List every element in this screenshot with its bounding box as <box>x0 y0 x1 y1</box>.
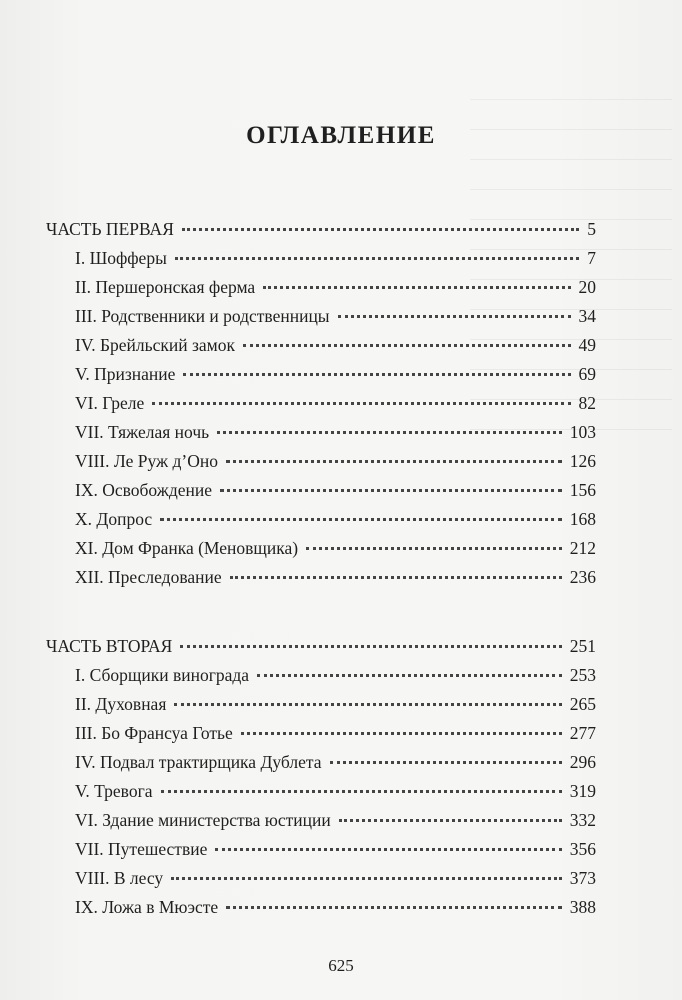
dot-leader <box>160 517 562 521</box>
toc-chapter-entry[interactable] <box>46 389 596 418</box>
dot-leader <box>243 343 571 347</box>
chapter-label: II. Першеронская ферма <box>75 277 256 297</box>
toc-chapter-entry[interactable] <box>46 418 596 447</box>
dot-leader <box>182 227 579 231</box>
page-number: 7 <box>587 248 596 268</box>
dot-leader <box>306 546 562 550</box>
toc-part-heading[interactable] <box>46 632 596 661</box>
dot-leader <box>161 789 562 793</box>
chapter-label: XI. Дом Франка (Меновщика) <box>75 538 299 558</box>
page-number: 236 <box>569 567 596 587</box>
toc-chapter-entry[interactable] <box>46 777 596 806</box>
toc-chapter-entry[interactable] <box>46 476 596 505</box>
page-number: 103 <box>569 422 596 442</box>
toc-chapter-entry[interactable] <box>46 302 596 331</box>
page-number: 82 <box>578 393 596 413</box>
part-label: ЧАСТЬ ПЕРВАЯ <box>46 219 174 239</box>
toc-chapter-entry[interactable] <box>46 447 596 476</box>
chapter-label: X. Допрос <box>75 509 153 529</box>
dot-leader <box>183 372 570 376</box>
dot-leader <box>220 488 562 492</box>
page-number: 319 <box>569 781 596 801</box>
page-number: 296 <box>569 752 596 772</box>
toc-part-two <box>46 632 596 922</box>
toc-chapter-entry[interactable] <box>46 719 596 748</box>
chapter-label: II. Духовная <box>75 694 167 714</box>
dot-leader <box>241 731 562 735</box>
dot-leader <box>257 673 562 677</box>
chapter-label: V. Признание <box>75 364 176 384</box>
chapter-label: I. Сборщики винограда <box>75 665 250 685</box>
dot-leader <box>263 285 570 289</box>
dot-leader <box>330 760 562 764</box>
toc-part-one <box>46 215 596 592</box>
toc-chapter-entry[interactable] <box>46 806 596 835</box>
dot-leader <box>226 459 562 463</box>
chapter-label: VI. Здание министерства юстиции <box>75 810 331 830</box>
page-number: 49 <box>578 335 596 355</box>
page-number: 168 <box>569 509 596 529</box>
toc-chapter-entry[interactable] <box>46 690 596 719</box>
chapter-label: VII. Тяжелая ночь <box>75 422 210 442</box>
page-number: 356 <box>569 839 596 859</box>
toc-chapter-entry[interactable] <box>46 893 596 922</box>
dot-leader <box>230 575 562 579</box>
dot-leader <box>338 314 571 318</box>
page-number: 277 <box>569 723 596 743</box>
page-number: 34 <box>578 306 596 326</box>
dot-leader <box>226 905 562 909</box>
toc-chapter-entry[interactable] <box>46 748 596 777</box>
page-number: 265 <box>569 694 596 714</box>
toc-chapter-entry[interactable] <box>46 563 596 592</box>
page-number: 332 <box>569 810 596 830</box>
dot-leader <box>339 818 562 822</box>
page-number: 5 <box>587 219 596 239</box>
chapter-label: VII. Путешествие <box>75 839 208 859</box>
toc-chapter-entry[interactable] <box>46 864 596 893</box>
chapter-label: VI. Греле <box>75 393 145 413</box>
dot-leader <box>152 401 570 405</box>
toc-chapter-entry[interactable] <box>46 505 596 534</box>
dot-leader <box>215 847 561 851</box>
chapter-label: IX. Ложа в Мюэсте <box>75 897 219 917</box>
page-number: 253 <box>569 665 596 685</box>
part-label: ЧАСТЬ ВТОРАЯ <box>46 636 173 656</box>
toc-part-heading[interactable] <box>46 215 596 244</box>
toc-chapter-entry[interactable] <box>46 534 596 563</box>
chapter-label: III. Бо Франсуа Готье <box>75 723 233 743</box>
chapter-label: V. Тревога <box>75 781 153 801</box>
dot-leader <box>180 644 561 648</box>
page-number: 251 <box>569 636 596 656</box>
page-number: 126 <box>569 451 596 471</box>
chapter-label: IV. Брейльский замок <box>75 335 235 355</box>
dot-leader <box>171 876 562 880</box>
toc-chapter-entry[interactable] <box>46 244 596 273</box>
toc-chapter-entry[interactable] <box>46 331 596 360</box>
dot-leader <box>175 256 579 260</box>
chapter-label: VIII. В лесу <box>75 868 164 888</box>
dot-leader <box>217 430 562 434</box>
page-folio: 625 <box>328 956 354 975</box>
page-number: 373 <box>569 868 596 888</box>
page-number: 20 <box>578 277 596 297</box>
chapter-label: I. Шофферы <box>75 248 167 268</box>
page-title: ОГЛАВЛЕНИЕ <box>246 122 436 149</box>
chapter-label: VIII. Ле Руж д’Оно <box>75 451 218 471</box>
toc-chapter-entry[interactable] <box>46 661 596 690</box>
toc-chapter-entry[interactable] <box>46 273 596 302</box>
page-number: 388 <box>569 897 596 917</box>
page-number: 212 <box>569 538 596 558</box>
page-number: 156 <box>569 480 596 500</box>
chapter-label: III. Родственники и родственницы <box>75 306 330 326</box>
chapter-label: IX. Освобождение <box>75 480 212 500</box>
toc-chapter-entry[interactable] <box>46 360 596 389</box>
chapter-label: IV. Подвал трактирщика Дублета <box>75 752 322 772</box>
chapter-label: XII. Преследование <box>75 567 222 587</box>
dot-leader <box>174 702 561 706</box>
page-number: 69 <box>578 364 596 384</box>
toc-chapter-entry[interactable] <box>46 835 596 864</box>
